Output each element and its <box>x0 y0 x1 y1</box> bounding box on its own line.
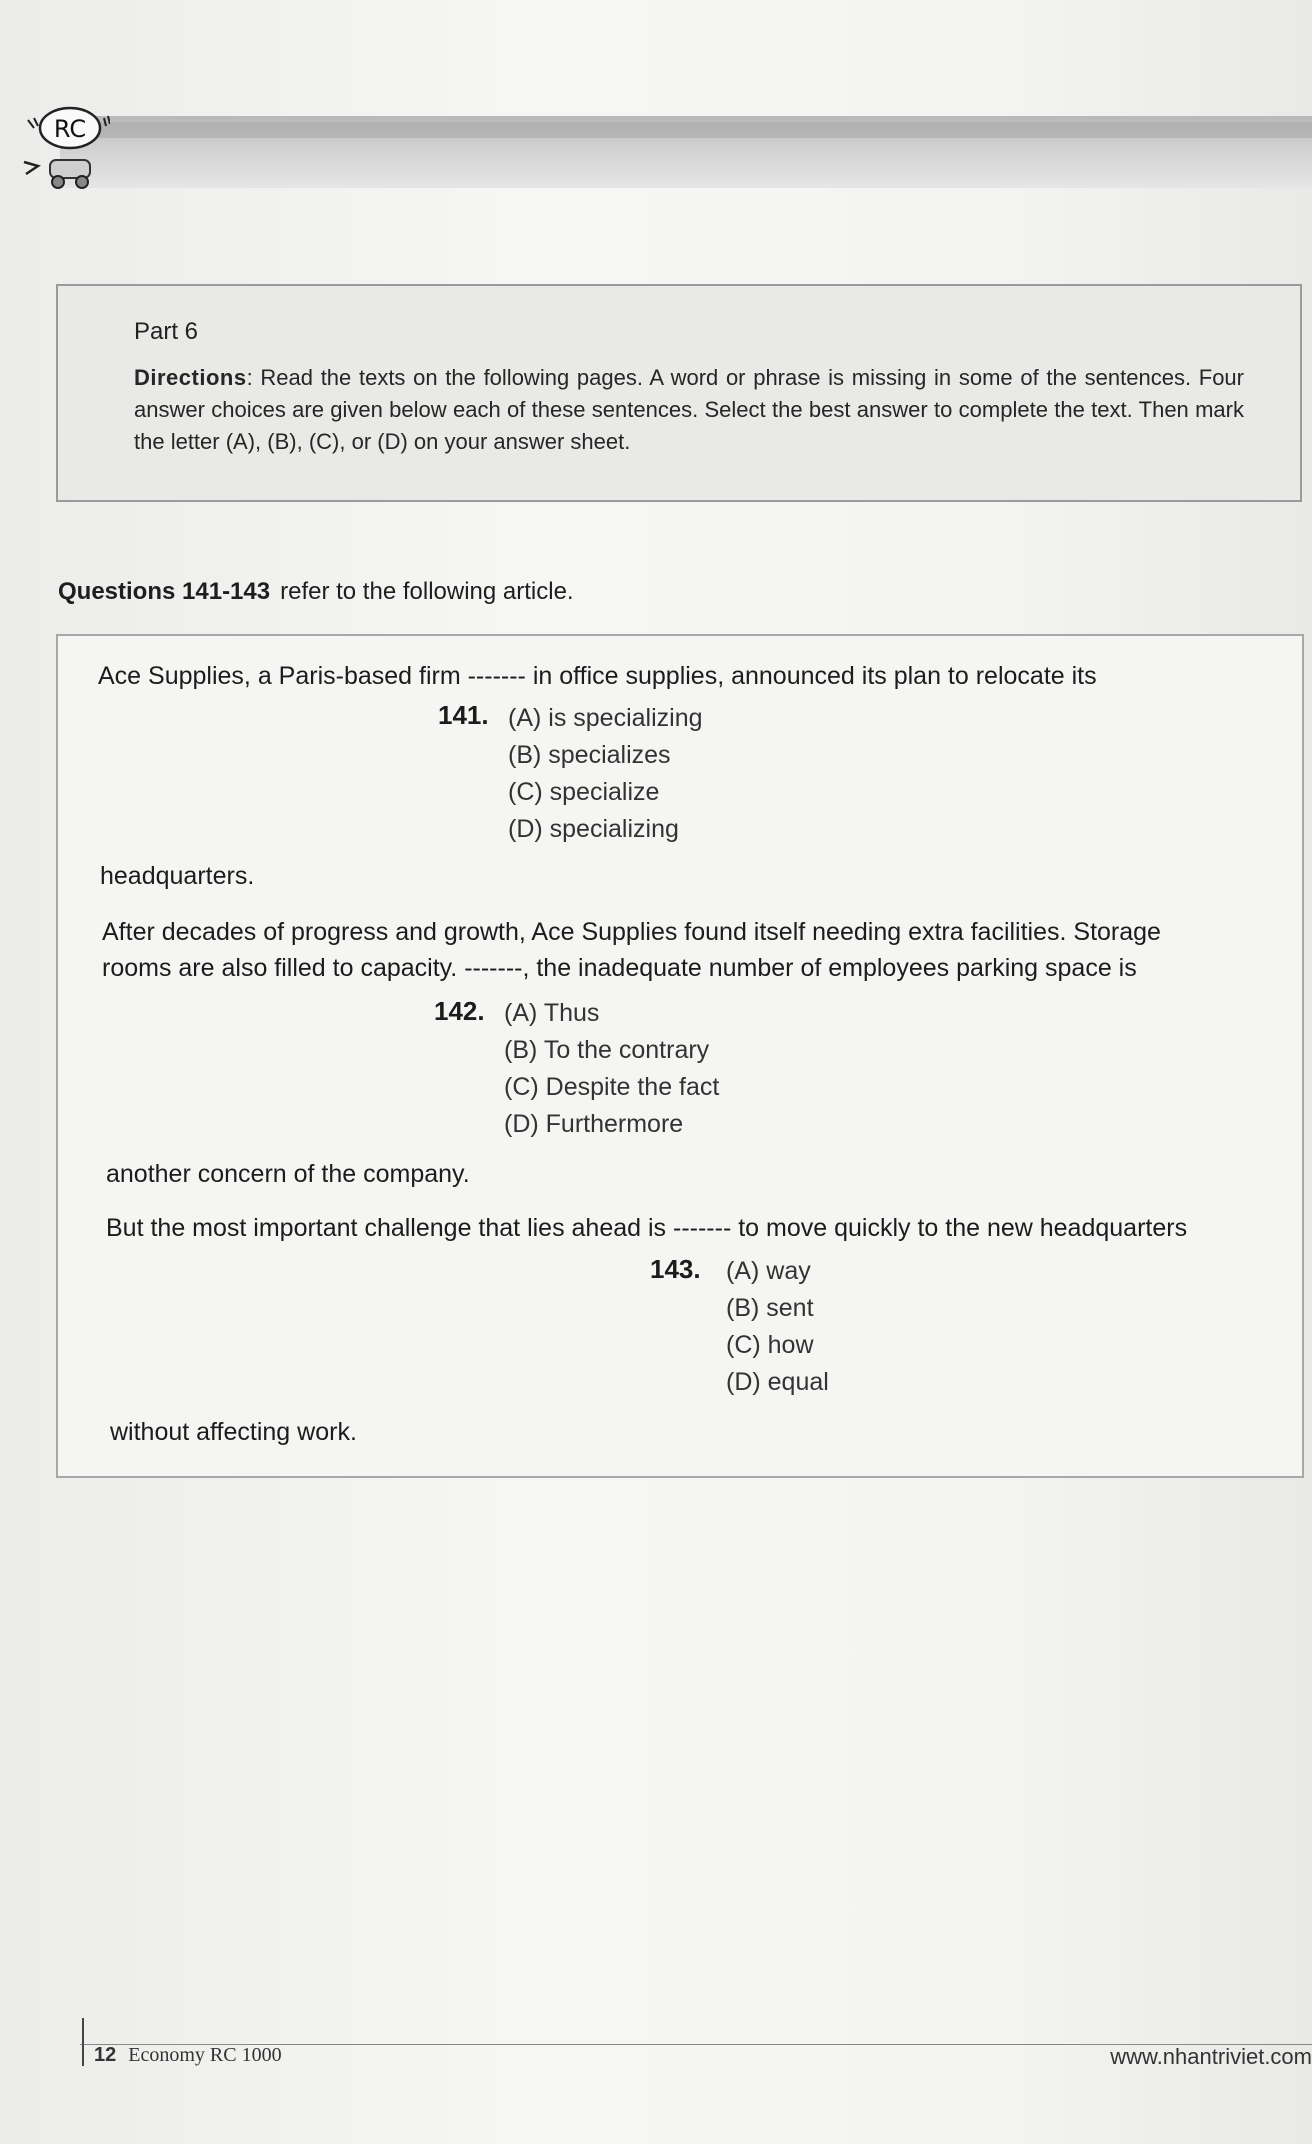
q143-option-a[interactable]: (A) way <box>726 1257 811 1285</box>
q142-option-b[interactable]: (B) To the contrary <box>504 1036 710 1064</box>
header-band-shadow <box>60 122 1312 138</box>
q142-option-d[interactable]: (D) Furthermore <box>504 1110 684 1138</box>
q143-option-b[interactable]: (B) sent <box>726 1294 814 1322</box>
questions-heading-text: refer to the following article. <box>280 578 574 605</box>
q143-option-d[interactable]: (D) equal <box>726 1368 829 1396</box>
q142-option-a[interactable]: (A) Thus <box>504 999 600 1027</box>
article-p3-line2: without affecting work. <box>110 1418 357 1446</box>
article-p2-line3: another concern of the company. <box>106 1160 470 1188</box>
questions-range: Questions 141-143 <box>58 578 271 605</box>
rc-badge-icon <box>20 100 110 200</box>
rc-badge-label: RC <box>53 115 87 143</box>
article-p2-line1: After decades of progress and growth, Ace Supplies found itself needing extra facilities. Storage <box>102 918 1161 946</box>
q141-option-a[interactable]: (A) is specializing <box>508 704 703 732</box>
q141-option-c[interactable]: (C) specialize <box>508 778 660 806</box>
part-title: Part 6 <box>134 318 199 345</box>
directions-paragraph <box>134 362 1244 458</box>
q143-number: 143. <box>650 1254 701 1284</box>
questions-heading <box>58 578 574 606</box>
q142-number: 142. <box>434 996 485 1026</box>
article-p3-line1: But the most important challenge that lies ahead is ------- to move quickly to the new headquarters <box>106 1214 1188 1242</box>
book-title: Economy RC 1000 <box>128 2044 282 2066</box>
q142-option-c[interactable]: (C) Despite the fact <box>504 1073 720 1101</box>
q141-option-d[interactable]: (D) specializing <box>508 815 679 843</box>
footer-tick <box>82 2018 84 2066</box>
article-p2-line2: rooms are also filled to capacity. -------, the inadequate number of employees parking space is <box>102 954 1137 982</box>
q143-option-c[interactable]: (C) how <box>726 1331 814 1359</box>
directions-label: Directions <box>134 365 247 390</box>
footer-book-info <box>94 2044 282 2067</box>
article-p1-line2: headquarters. <box>100 862 255 890</box>
directions-text: : Read the texts on the following pages. A word or phrase is missing in some of the sentences. Four answer choices are given below each of these sentences. Select the best answer to complete the text. Then mark the letter (A), (B), (C), or (D) on your answer sheet. <box>134 365 1244 454</box>
q141-option-b[interactable]: (B) specializes <box>508 741 671 769</box>
page-number: 12 <box>94 2044 117 2066</box>
article-p1-line1: Ace Supplies, a Paris-based firm ------- in office supplies, announced its plan to relocate its <box>98 662 1097 690</box>
footer-website: www.nhantriviet.com <box>1110 2044 1312 2069</box>
q141-number: 141. <box>438 700 489 730</box>
